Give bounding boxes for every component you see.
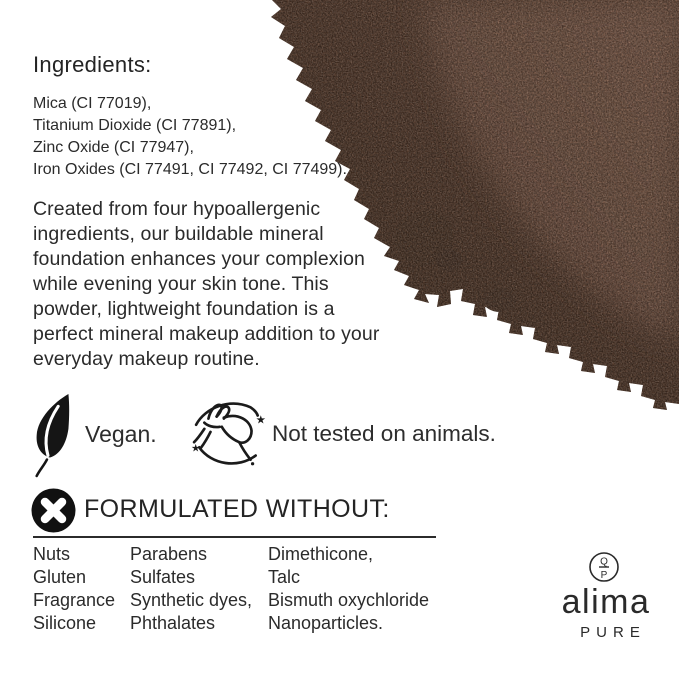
ingredient-line: Zinc Oxide (CI 77947), [33, 139, 194, 156]
description-line: while evening your skin tone. This [33, 273, 329, 295]
description-line: powder, lightweight foundation is a [33, 298, 335, 320]
leaping-bunny-icon [191, 397, 269, 471]
description-line: foundation enhances your complexion [33, 248, 365, 270]
divider-rule [33, 536, 436, 538]
cruelty-free-label: Not tested on animals. [272, 421, 496, 446]
crossed-circle-icon [31, 488, 76, 533]
excluded-ingredient: Synthetic dyes, [130, 590, 253, 610]
leaf-icon [27, 392, 73, 478]
excluded-ingredient: Bismuth oxychloride [268, 590, 430, 610]
description-line: ingredients, our buildable mineral [33, 223, 324, 245]
excluded-ingredient: Silicone [33, 613, 97, 633]
description-line: Created from four hypoallergenic [33, 198, 321, 220]
excluded-ingredient: Nanoparticles. [268, 613, 384, 633]
description-line: perfect mineral makeup addition to your [33, 323, 380, 345]
ingredients-heading: Ingredients: [33, 52, 152, 77]
ingredient-line: Iron Oxides (CI 77491, CI 77492, CI 77499). [33, 161, 347, 178]
excluded-ingredient: Gluten [33, 567, 87, 587]
description-line: everyday makeup routine. [33, 348, 260, 370]
bunny-star-left: ★ [191, 443, 201, 455]
excluded-ingredient: Talc [268, 567, 301, 587]
brand-tagline: PURE [580, 624, 646, 641]
excluded-ingredient: Dimethicone, [268, 544, 374, 564]
ap-monogram-icon [588, 551, 620, 583]
formulated-without-column-2 [130, 543, 252, 635]
ingredient-line: Mica (CI 77019), [33, 95, 152, 112]
excluded-ingredient: Phthalates [130, 613, 216, 633]
formulated-without-column-1 [33, 543, 115, 635]
monogram-top-letter: Q [600, 556, 608, 568]
formulated-without-heading: FORMULATED WITHOUT: [84, 495, 390, 523]
bunny-star-right: ★ [255, 414, 266, 427]
product-description [33, 197, 379, 372]
excluded-ingredient: Sulfates [130, 567, 196, 587]
excluded-ingredient: Nuts [33, 544, 71, 564]
excluded-ingredient: Parabens [130, 544, 208, 564]
brand-wordmark: alima [561, 583, 651, 621]
formulated-without-column-3 [268, 543, 429, 635]
ingredient-line: Titanium Dioxide (CI 77891), [33, 117, 237, 134]
monogram-bottom-letter: P [600, 570, 608, 581]
ingredients-list [33, 93, 347, 181]
excluded-ingredient: Fragrance [33, 590, 116, 610]
vegan-label: Vegan. [85, 421, 157, 447]
